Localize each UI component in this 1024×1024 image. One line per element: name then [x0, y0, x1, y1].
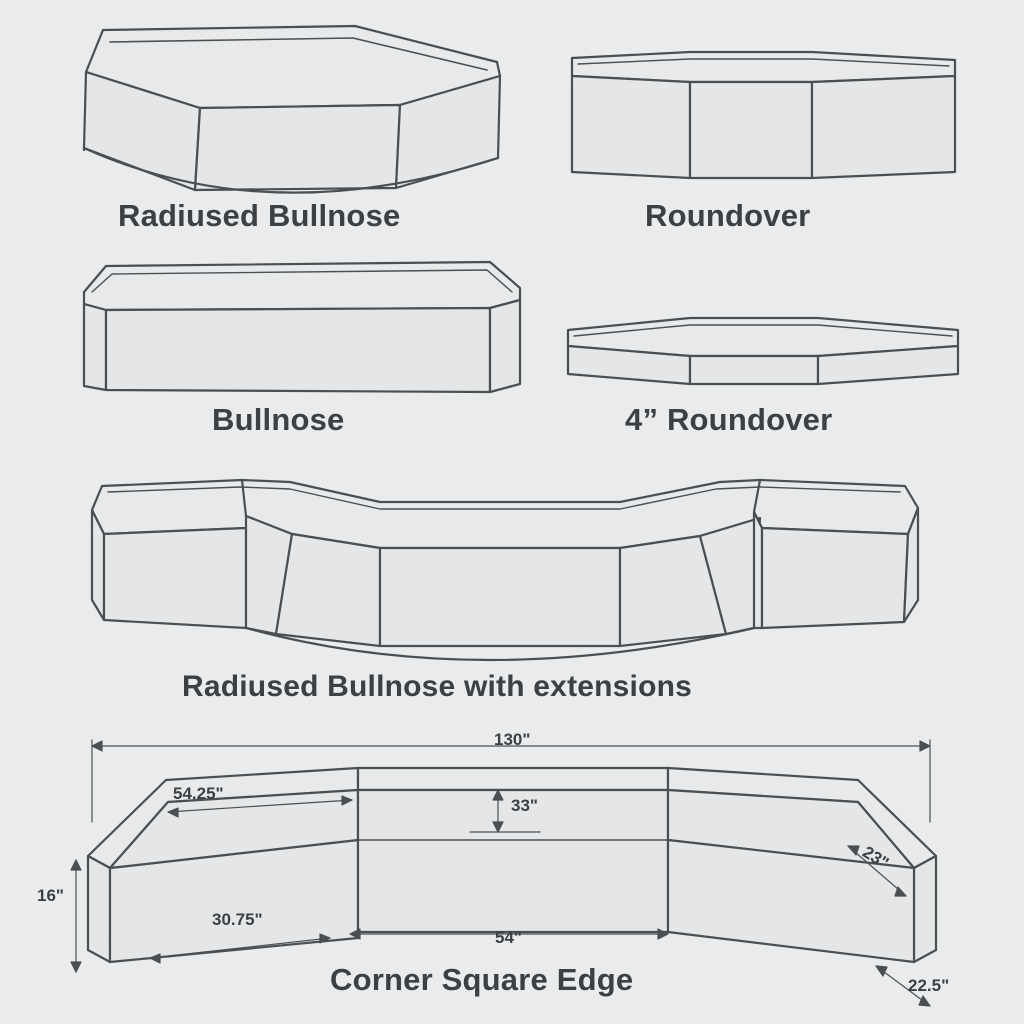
caption-radiused-bullnose-with-extensions: Radiused Bullnose with extensions: [182, 670, 693, 703]
caption-four-inch-roundover: 4” Roundover: [625, 402, 833, 437]
dimension-overall-width: 130": [494, 730, 531, 749]
figure-radiused-bullnose-with-extensions: [92, 480, 918, 660]
figure-roundover: [572, 52, 955, 178]
dimension-height: 16": [37, 886, 64, 905]
caption-radiused-bullnose: Radiused Bullnose: [118, 198, 401, 233]
dimension-center-depth: 33": [511, 796, 538, 815]
figure-bullnose: [84, 262, 520, 392]
dimension-right-wing: 23": [859, 842, 893, 873]
figure-radiused-bullnose: [84, 26, 500, 193]
caption-roundover: Roundover: [645, 198, 811, 233]
figure-four-inch-roundover: [568, 318, 958, 384]
dimension-left-wing: 54.25": [173, 784, 224, 803]
dimension-left-front: 30.75": [212, 910, 263, 929]
dimension-right-depth: 22.5": [908, 976, 950, 995]
caption-bullnose: Bullnose: [212, 402, 345, 437]
dimension-center-front: 54": [495, 928, 522, 947]
caption-corner-square-edge: Corner Square Edge: [330, 962, 634, 997]
